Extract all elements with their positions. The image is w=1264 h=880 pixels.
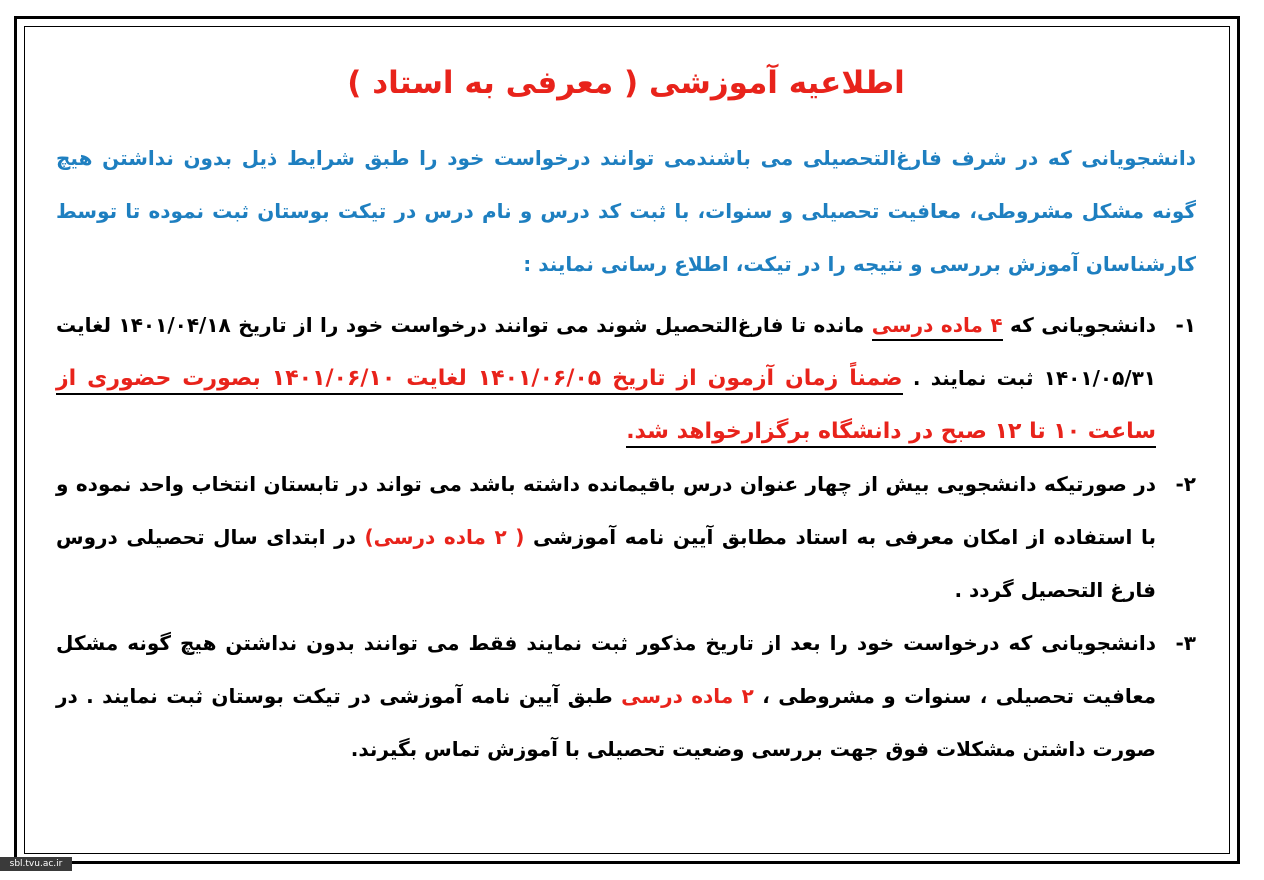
exam-date-notice: ضمناً زمان آزمون از تاریخ ۱۴۰۱/۰۶/۰۵ لغایت ۱۴۰۱/۰۶/۱۰ بصورت حضوری از ساعت ۱۰ تا ۱۲ صبح در دانشگاه برگزارخواهد شد.: [56, 366, 1156, 448]
item-text: مانده تا فارغ‌التحصیل شوند می توانند درخواست خود را از تاریخ ۱۴۰۱/۰۴/۱۸ لغایت ۱۴۰۱/۰۵/۳۱ ثبت نمایند .: [56, 313, 1157, 390]
intro-paragraph: دانشجویانی که در شرف فارغ‌التحصیلی می باشندمی توانند درخواست خود را طبق شرایط ذیل بدون نداشتن هیچ گونه مشکل مشروطی، معافیت تحصیلی و سنوات، با ثبت کد درس و نام درس در تیکت بوستان ثبت نموده تا توسط کارشناسان آموزش بررسی و نتیجه را در تیکت، اطلاع رسانی نمایند :: [56, 146, 1196, 276]
highlight-text: ۲ ماده درسی: [621, 684, 754, 708]
item-text: دانشجویانی که درخواست خود را بعد از تاریخ مذکور ثبت نمایند فقط می توانند بدون نداشتن هیچ گونه مشکل معافیت تحصیلی ، سنوات و مشروطی ،: [56, 631, 1156, 708]
item-number: ۲-: [1175, 472, 1196, 496]
list-item-1: [56, 299, 1196, 458]
list-item-2: [56, 458, 1196, 617]
item-number: ۱-: [1175, 313, 1196, 337]
item-text: در صورتیکه دانشجویی بیش از چهار عنوان درس باقیمانده داشته باشد می تواند در تابستان انتخاب واحد نموده و با استفاده از امکان معرفی به استاد مطابق آیین نامه آموزشی: [56, 472, 1156, 549]
page-title: اطلاعیه آموزشی ( معرفی به استاد ): [347, 65, 905, 101]
item-text: دانشجویانی که: [1002, 313, 1156, 337]
list-item-3: [56, 617, 1196, 776]
item-text: طبق آیین نامه آموزشی در تیکت بوستان ثبت نمایند . در صورت داشتن مشکلات فوق جهت بررسی وضعیت تحصیلی با آموزش تماس بگیرند.: [56, 684, 1156, 761]
highlight-text: ( ۲ ماده درسی): [364, 525, 525, 549]
item-text: در ابتدای سال تحصیلی دروس فارغ التحصیل گردد .: [56, 525, 1156, 602]
highlight-text: ۴ ماده درسی: [872, 313, 1003, 341]
site-watermark: sbl.tvu.ac.ir: [0, 857, 72, 871]
announcement-body: [56, 40, 1196, 776]
item-number: ۳-: [1175, 631, 1196, 655]
